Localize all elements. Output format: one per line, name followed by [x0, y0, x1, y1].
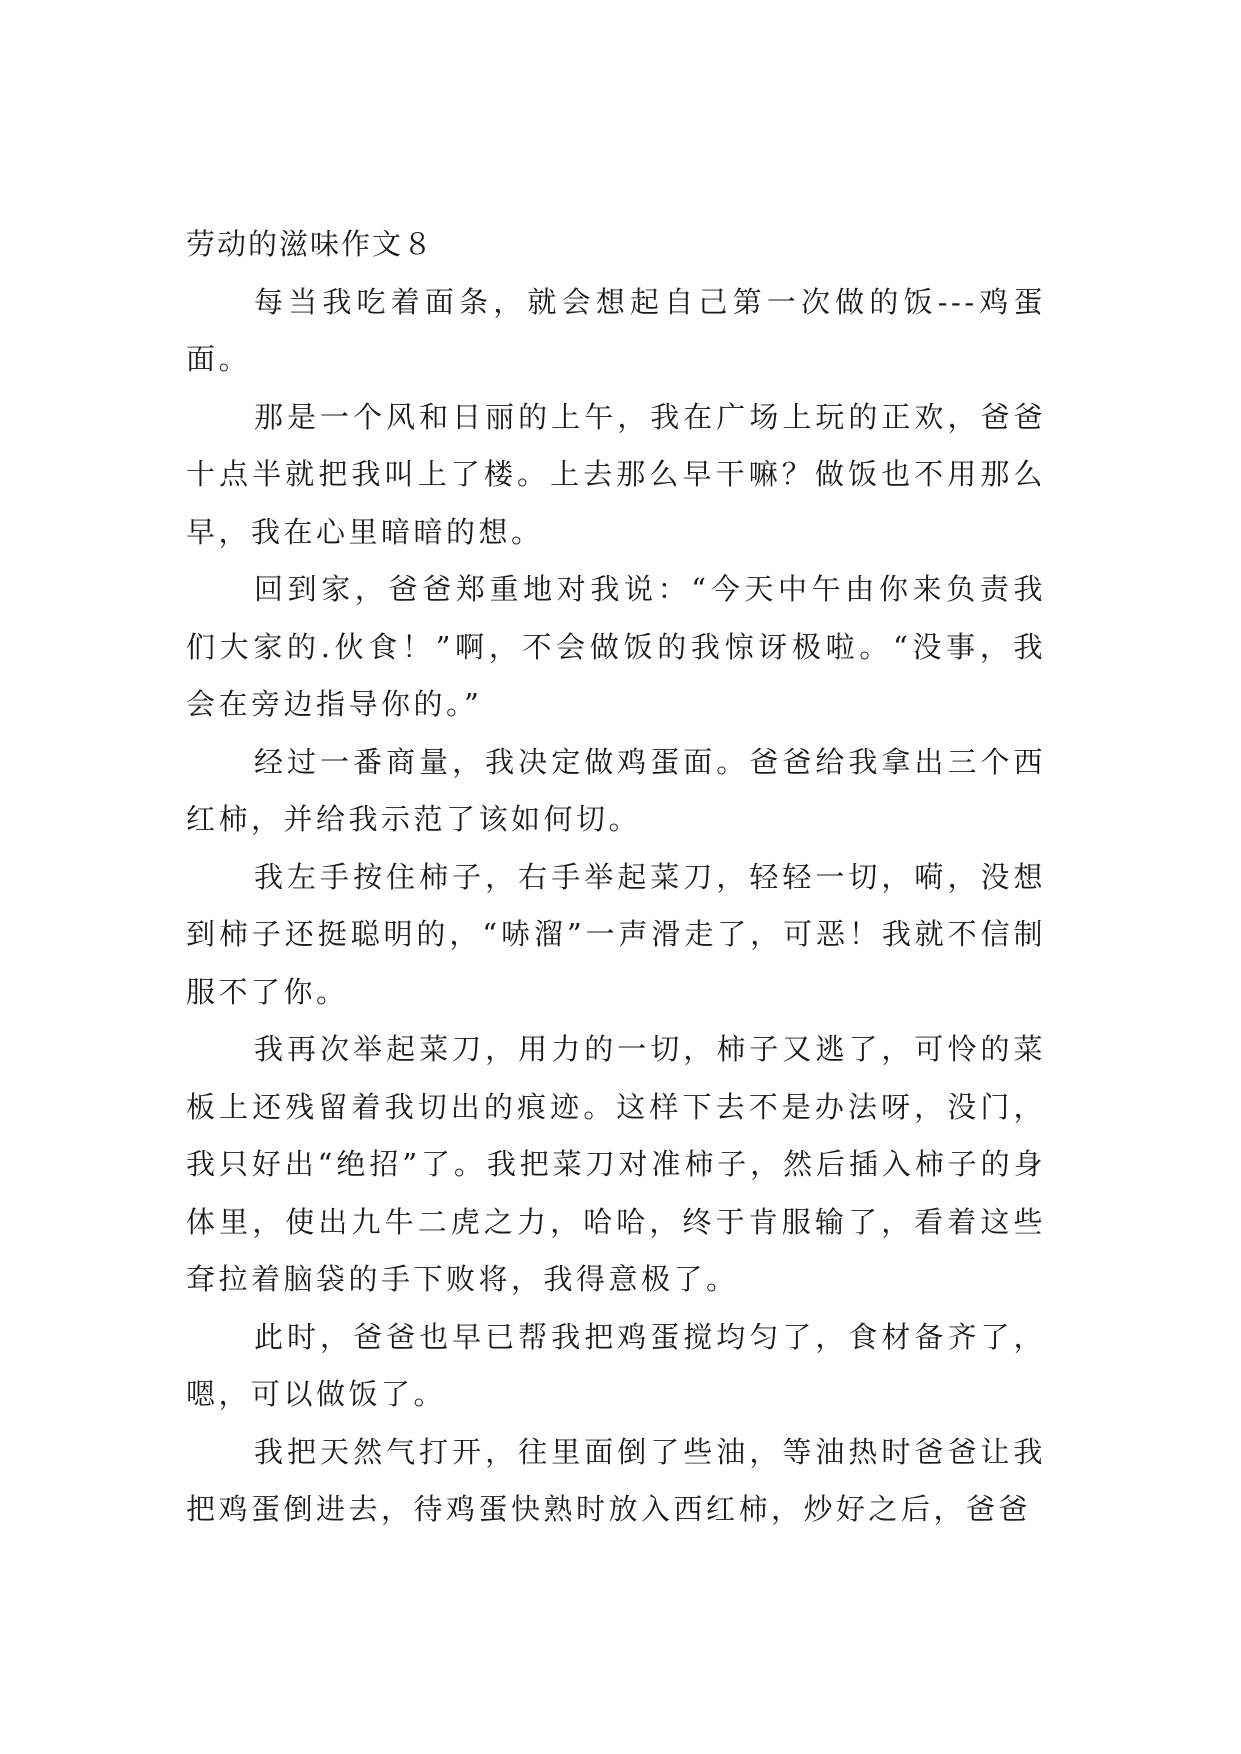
paragraph: 回到家，爸爸郑重地对我说：“今天中午由你来负责我们大家的.伙食！”啊，不会做饭的我惊讶极啦。“没事，我会在旁边指导你的。”	[186, 572, 1046, 721]
document-body	[186, 216, 1046, 1539]
paragraph: 经过一番商量，我决定做鸡蛋面。爸爸给我拿出三个西红柿，并给我示范了该如何切。	[186, 744, 1046, 836]
paragraph: 我把天然气打开，往里面倒了些油，等油热时爸爸让我把鸡蛋倒进去，待鸡蛋快熟时放入西红柿，炒好之后，爸爸	[186, 1434, 1046, 1526]
document-title: 劳动的滋味作文８	[186, 227, 435, 261]
paragraph: 此时，爸爸也早已帮我把鸡蛋搅均匀了，食材备齐了，嗯，可以做饭了。	[186, 1319, 1046, 1411]
paragraph: 我左手按住柿子，右手举起菜刀，轻轻一切，嗬，没想到柿子还挺聪明的，“哧溜”一声滑走了，可恶！我就不信制服不了你。	[186, 859, 1046, 1009]
paragraph: 每当我吃着面条，就会想起自己第一次做的饭---鸡蛋面。	[186, 284, 1046, 376]
paragraph: 那是一个风和日丽的上午，我在广场上玩的正欢，爸爸十点半就把我叫上了楼。上去那么早干嘛？做饭也不用那么早，我在心里暗暗的想。	[186, 399, 1046, 549]
paragraph: 我再次举起菜刀，用力的一切，柿子又逃了，可怜的菜板上还残留着我切出的痕迹。这样下去不是办法呀，没门，我只好出“绝招”了。我把菜刀对准柿子，然后插入柿子的身体里，使出九牛二虎之力，哈哈，终于肯服输了，看着这些耷拉着脑袋的手下败将，我得意极了。	[186, 1032, 1046, 1296]
